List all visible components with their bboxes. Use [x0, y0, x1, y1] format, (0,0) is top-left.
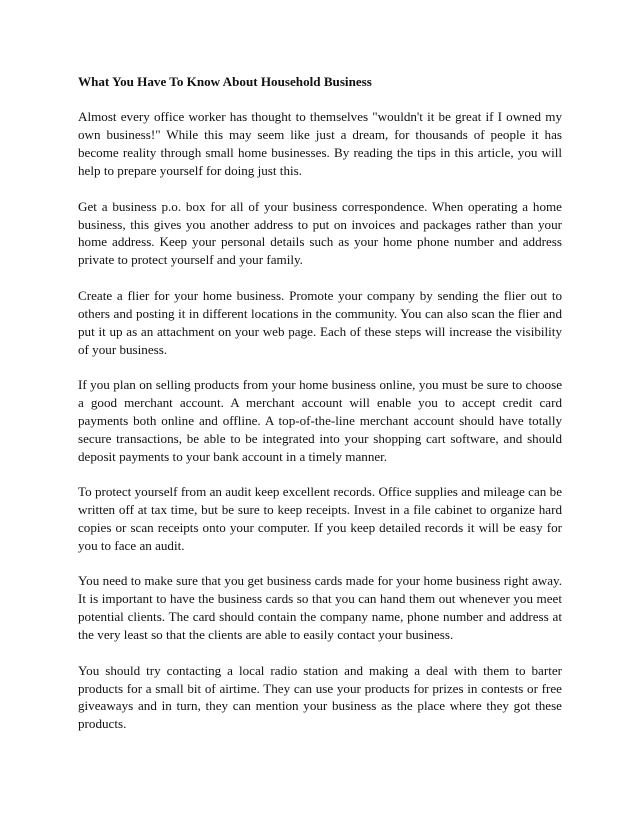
paragraph-audit-records: To protect yourself from an audit keep excellent records. Office supplies and mileage can be written off at tax time, but be sure to keep receipts. Invest in a file cabinet to organize hard copies or scan receipts onto your computer. If you keep detailed records it will be easy for you to face an audit.	[78, 484, 562, 553]
paragraph-flier: Create a flier for your home business. Promote your company by sending the flier out to others and posting it in different locations in the community. You can also scan the flier and put it up as an attachment on your web page. Each of these steps will increase the visibility of your business.	[78, 287, 562, 357]
paragraph-intro: Almost every office worker has thought to themselves "wouldn't it be great if I owned my own business!" While this may seem like just a dream, for thousands of people it has become reality through small home businesses. By reading the tips in this article, you will help to prepare yourself for doing just this.	[78, 109, 562, 179]
paragraph-po-box: Get a business p.o. box for all of your business correspondence. When operating a home business, this gives you another address to put on invoices and packages rather than your home address. Keep your personal details such as your home phone number and address private to protect yourself and your family.	[78, 198, 562, 268]
paragraph-radio-station: You should try contacting a local radio station and making a deal with them to barter products for a small bit of airtime. They can use your products for prizes in contests or free giveaways and in turn, they can mention your business as the place where they got these products.	[78, 662, 562, 732]
paragraph-business-cards: You need to make sure that you get business cards made for your home business right away. It is important to have the business cards so that you can hand them out whenever you meet potential clients. The card should contain the company name, phone number and address at the very least so that the clients are able to easily contact your business.	[78, 573, 562, 643]
document-body	[78, 73, 562, 751]
document-title: What You Have To Know About Household Business	[78, 74, 372, 89]
paragraph-merchant-account: If you plan on selling products from your home business online, you must be sure to choose a good merchant account. A merchant account will enable you to accept credit card payments both online and offline. A top-of-the-line merchant account should have totally secure transactions, be able to be integrated into your shopping cart software, and should deposit payments to your bank account in a timely manner.	[78, 377, 562, 464]
